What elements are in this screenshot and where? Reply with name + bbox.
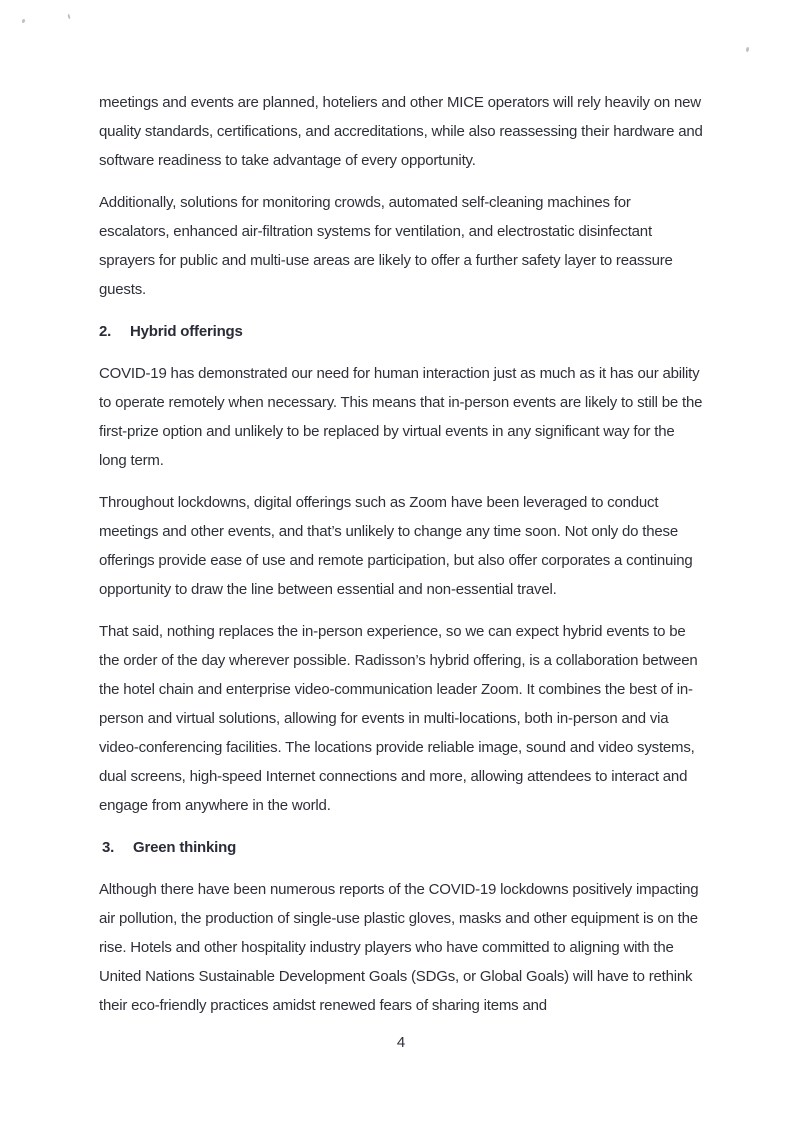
paragraph-green-thinking: Although there have been numerous reports of the COVID-19 lockdowns positively impacting air pollution, the production of single-use plastic gloves, masks and other equipment is on the rise. Hotels and other hospitality industry players who have committed to aligning with the United Nations Sustainable Development Goals (SDGs, or Global Goals) will have to rethink their eco-friendly practices amidst renewed fears of sharing items and (99, 881, 699, 1014)
section-heading-green-thinking (99, 833, 703, 862)
paragraph-lockdowns-zoom: Throughout lockdowns, digital offerings such as Zoom have been leveraged to conduct meetings and other events, and that’s unlikely to change any time soon. Not only do these offerings provide ease of use and remote participation, but also offer corporates a continuing opportunity to draw the line between essential and non-essential travel. (99, 494, 693, 598)
page-number: 4 (396, 1034, 406, 1051)
paragraph-covid-human-interaction: COVID-19 has demonstrated our need for human interaction just as much as it has our ability to operate remotely when necessary. This means that in-person events are likely to still be the first-prize option and unlikely to be replaced by virtual events in any significant way for the long term. (99, 365, 703, 469)
scan-speck (21, 19, 25, 24)
heading-number: 2. (99, 323, 112, 340)
paragraph-monitoring-solutions: Additionally, solutions for monitoring crowds, automated self-cleaning machines for escalators, enhanced air-filtration systems for ventilation, and electrostatic disinfectant sprayers for public and multi-use areas are likely to offer a further safety layer to reassure guests. (99, 194, 673, 298)
heading-label: Green thinking (133, 839, 237, 856)
section-heading-hybrid-offerings (99, 317, 703, 346)
heading-label: Hybrid offerings (130, 323, 243, 340)
scan-speck (746, 47, 750, 52)
document-body (99, 88, 703, 1053)
scan-speck (67, 14, 70, 19)
paragraph-mice-operators: meetings and events are planned, hoteliers and other MICE operators will rely heavily on new quality standards, certifications, and accreditations, while also reassessing their hardware and software readiness to take advantage of every opportunity. (99, 94, 703, 169)
paragraph-radisson-hybrid: That said, nothing replaces the in-person experience, so we can expect hybrid events to be the order of the day wherever possible. Radisson’s hybrid offering, is a collaboration between the hotel chain and enterprise video-communication leader Zoom. It combines the best of in-person and virtual solutions, allowing for events in multi-locations, both in-person and via video-conferencing facilities. The locations provide reliable image, sound and video systems, dual screens, high-speed Internet connections and more, allowing attendees to interact and engage from anywhere in the world. (99, 623, 698, 814)
heading-number: 3. (102, 839, 115, 856)
